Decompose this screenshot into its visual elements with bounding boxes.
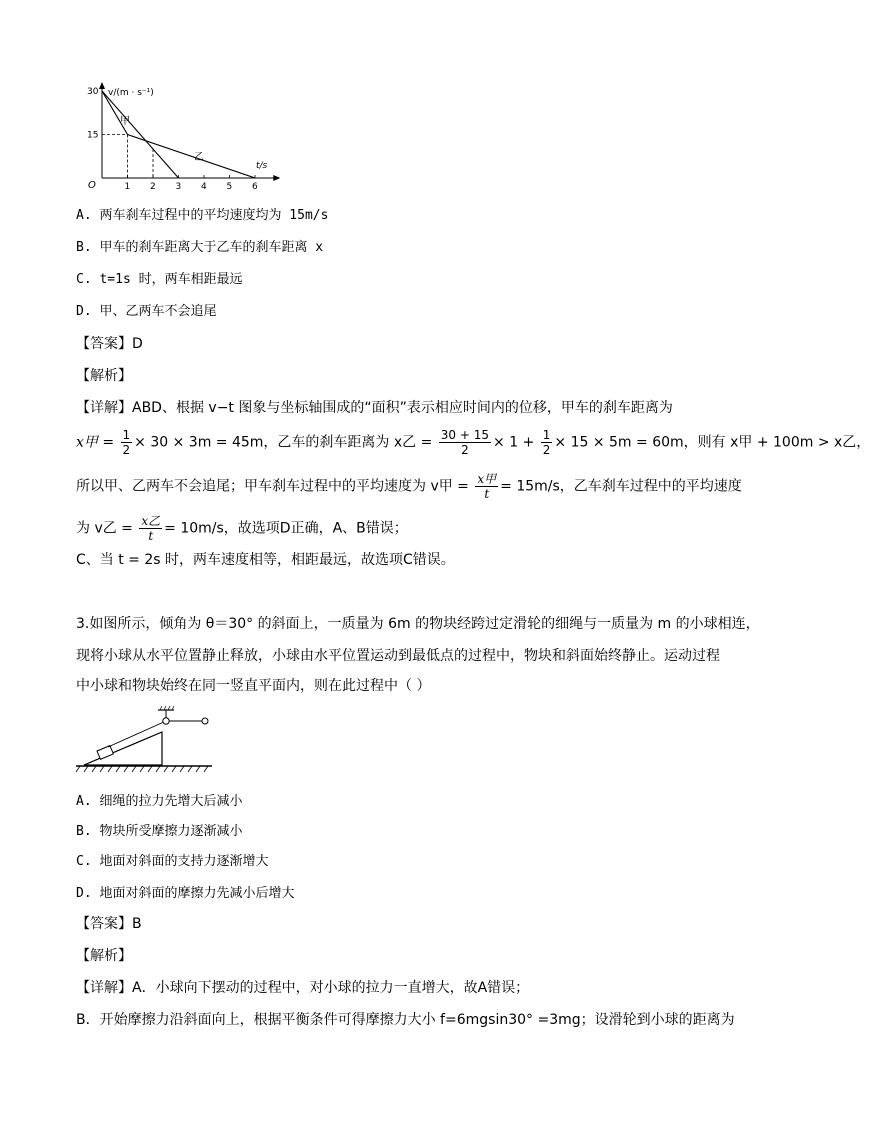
series-label-jia: 甲 <box>120 116 130 127</box>
q2-detail-line5: C、当 t = 2s 时，两车速度相等，相距最远，故选项C错误。 <box>76 552 455 568</box>
q2-detail-line1: 【详解】ABD、根据 v−t 图象与坐标轴围成的“面积”表示相应时间内的位移，甲车的刹车距离为 <box>76 400 673 416</box>
q2-detail2d: × 15 × 5m = 60m，则有 x甲 + 100m > x乙， <box>554 434 870 451</box>
x-axis-label: t/s <box>256 161 268 171</box>
q3-option-d: D. 地面对斜面的摩擦力先减小后增大 <box>76 886 295 901</box>
q2-detail3b: = 15m/s，乙车刹车过程中的平均速度 <box>500 478 742 495</box>
fraction-sum: $\frac{30 + 15}{2}$ <box>440 428 490 457</box>
q2-detail2c: × 1 + <box>493 434 539 451</box>
q2-detail4b: = 10m/s，故选项D正确，A、B错误； <box>164 520 408 537</box>
q2-detail4a: 为 v乙 = <box>76 520 138 537</box>
q3-detail-line2: B．开始摩擦力沿斜面向上，根据平衡条件可得摩擦力大小 f=6mgsin30° =3mg；设滑轮到小球的距离为 <box>76 1012 735 1028</box>
vt-chart <box>82 82 282 192</box>
q3-stem-line2: 现将小球从水平位置静止释放，小球由水平位置运动到最低点的过程中，物块和斜面始终静止。运动过程 <box>76 648 720 664</box>
q3-analysis-heading: 【解析】 <box>76 948 132 964</box>
q3-stem-line3: 中小球和物块始终在同一竖直平面内，则在此过程中（ ） <box>76 678 431 694</box>
fraction-half: $\frac{1}{2}$ <box>122 428 131 457</box>
fraction-half-2: $\frac{1}{2}$ <box>542 428 551 457</box>
q2-detail3a: 所以甲、乙两车不会追尾；甲车刹车过程中的平均速度为 v甲 = <box>76 478 474 495</box>
origin-label: O <box>88 180 96 191</box>
q2-option-a: A. 两车刹车过程中的平均速度均为 15m/s <box>76 208 329 223</box>
y-axis-label: v/(m · s⁻¹) <box>108 88 154 98</box>
y-tick-label-30: 30 <box>87 87 99 97</box>
q2-analysis-heading: 【解析】 <box>76 368 132 384</box>
q3-stem-line1: 3.如图所示，倾角为 θ＝30° 的斜面上，一质量为 6m 的物块经跨过定滑轮的细绳与一质量为 m 的小球相连， <box>76 616 760 632</box>
x-axis-arrow <box>273 175 280 181</box>
q2-detail2a: x甲 = <box>76 434 119 451</box>
q2-option-d: D. 甲、乙两车不会追尾 <box>76 304 217 319</box>
q3-detail-line1: 【详解】A．小球向下摆动的过程中，对小球的拉力一直增大，故A错误； <box>76 980 530 996</box>
x-tick-label-1: 1 <box>124 182 131 192</box>
q2-option-c: C. t=1s 时，两车相距最远 <box>76 272 243 287</box>
x-tick-label-5: 5 <box>226 182 233 192</box>
q2-answer: 【答案】D <box>76 336 143 352</box>
q3-answer: 【答案】B <box>76 916 142 932</box>
series-label-yi: 乙 <box>194 152 204 163</box>
x-tick-label-3: 3 <box>175 182 182 192</box>
q3-option-a: A. 细绳的拉力先增大后减小 <box>76 794 243 809</box>
fraction-v-jia: $\frac{\text{x甲}}{t}$ <box>477 472 497 501</box>
q2-detail-line2 <box>76 428 870 457</box>
q2-option-b: B. 甲车的刹车距离大于乙车的刹车距离 x <box>76 240 324 255</box>
q2-detail-line3 <box>76 472 742 501</box>
incline-pulley-diagram <box>74 704 244 774</box>
q2-detail2b: × 30 × 3m = 45m，乙车的刹车距离为 x乙 = <box>134 434 437 451</box>
x-tick-label-6: 6 <box>252 182 258 192</box>
q3-option-c: C. 地面对斜面的支持力逐渐增大 <box>76 854 269 869</box>
x-tick-label-2: 2 <box>150 182 156 192</box>
fraction-v-yi: $\frac{\text{x乙}}{t}$ <box>141 514 161 543</box>
q3-option-b: B. 物块所受摩擦力逐渐减小 <box>76 824 243 839</box>
x-tick-label-4: 4 <box>201 182 207 192</box>
y-axis-arrow <box>99 82 105 89</box>
y-tick-label-15: 15 <box>87 130 99 141</box>
q2-detail-line4 <box>76 514 408 543</box>
